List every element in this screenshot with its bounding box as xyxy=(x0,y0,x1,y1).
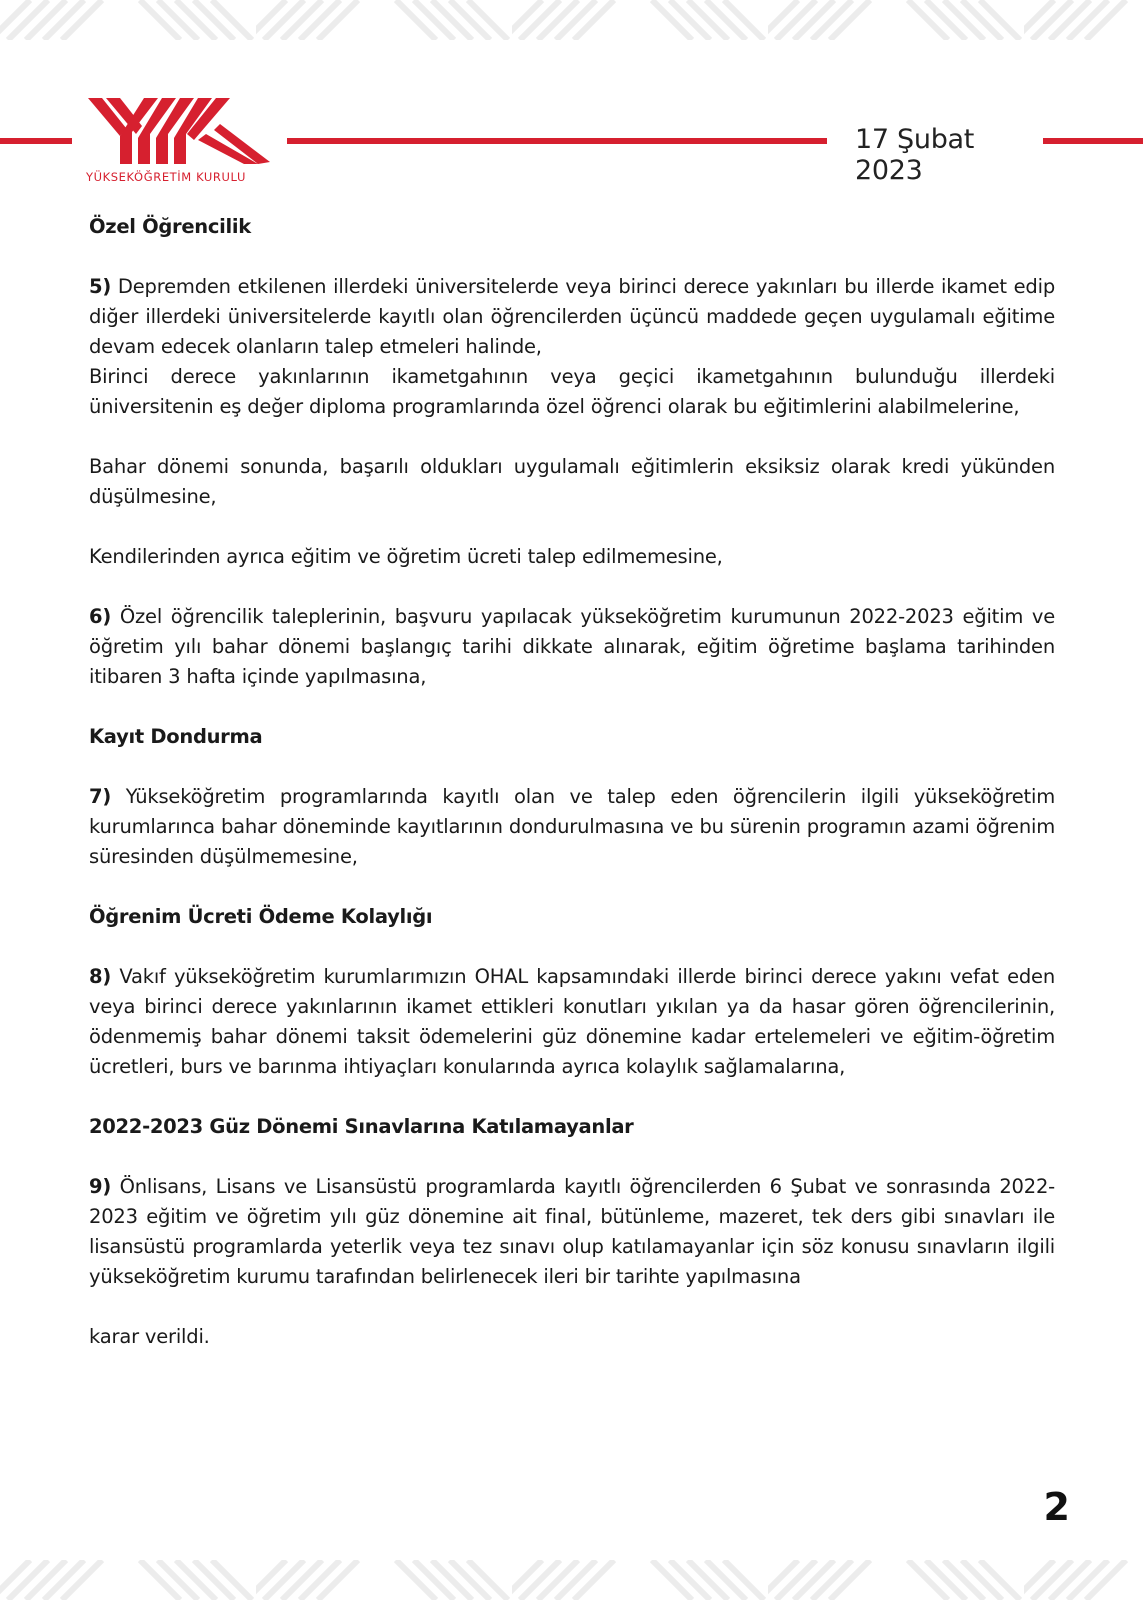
item-text: Depremden etkilenen illerdeki üniversitelerde veya birinci derece yakınları bu illerde ikamet edip diğer illerdeki üniversitelerde kayıtlı olan öğrencilerden üçüncü maddede geçen uygulamalı eğitime devam edecek olanların talep etmeleri halinde, xyxy=(89,275,1055,358)
item-6 xyxy=(89,602,1055,692)
paragraph: Birinci derece yakınlarının ikametgahının veya geçici ikametgahının bulunduğu illerdeki üniversitenin eş değer diploma programlarında özel öğrenci olarak bu eğitimlerini alabilmelerine, xyxy=(89,365,1055,418)
item-number: 6) xyxy=(89,605,112,628)
header-rule-left xyxy=(0,138,72,144)
closing-text: karar verildi. xyxy=(89,1325,210,1348)
item-number: 9) xyxy=(89,1175,112,1198)
top-pattern-band xyxy=(0,0,1143,40)
yok-logo xyxy=(86,96,271,186)
item-text: Yükseköğretim programlarında kayıtlı olan ve talep eden öğrencilerin ilgili yükseköğretim kurumlarınca bahar döneminde kayıtlarının dondurulmasına ve bu sürenin programın azami öğrenim süresinden düşülmemesine, xyxy=(89,785,1055,868)
item-number: 8) xyxy=(89,965,112,988)
item-text: Vakıf yükseköğretim kurumlarımızın OHAL kapsamındaki illerde birinci derece yakını vefat eden veya birinci derece yakınlarının ikamet ettikleri konutları yıkılan ya da hasar gören öğrencilerinin, ödenmemiş bahar dönemi taksit ödemelerini güz dönemine kadar ertelemeleri ve eğitim-öğretim ücretleri, burs ve barınma ihtiyaçları konularında ayrıca kolaylık sağlamalarına, xyxy=(89,965,1056,1078)
paragraph: Kendilerinden ayrıca eğitim ve öğretim ücreti talep edilmemesine, xyxy=(89,545,723,568)
item-7 xyxy=(89,782,1055,872)
section-title-ozel: Özel Öğrencilik xyxy=(89,215,251,238)
item-5 xyxy=(89,272,1055,362)
item-number: 5) xyxy=(89,275,112,298)
header-rule-right xyxy=(1043,138,1143,144)
header-rule-middle xyxy=(287,138,827,144)
chevron-pattern-icon xyxy=(0,0,1143,40)
document-date: 17 Şubat 2023 xyxy=(855,124,975,186)
section-title-ucret: Öğrenim Ücreti Ödeme Kolaylığı xyxy=(89,905,433,928)
item-number: 7) xyxy=(89,785,112,808)
bottom-pattern-band xyxy=(0,1560,1143,1600)
page-number: 2 xyxy=(1043,1485,1070,1529)
yok-logo-icon xyxy=(86,96,271,168)
paragraph: Bahar dönemi sonunda, başarılı oldukları uygulamalı eğitimlerin eksiksiz olarak kredi yükünden düşülmesine, xyxy=(89,455,1055,508)
item-8 xyxy=(89,962,1055,1082)
section-title-sinav: 2022-2023 Güz Dönemi Sınavlarına Katılamayanlar xyxy=(89,1115,634,1138)
item-9 xyxy=(89,1172,1055,1292)
item-text: Önlisans, Lisans ve Lisansüstü programlarda kayıtlı öğrencilerden 6 Şubat ve sonrasında 2022-2023 eğitim ve öğretim yılı güz dönemine ait final, bütünleme, mazeret, tek ders gibi sınavları ile lisansüstü programlarda yeterlik veya tez sınavı olup katılamayanlar için söz konusu sınavların ilgili yükseköğretim kurumu tarafından belirlenecek ileri bir tarihte yapılmasına xyxy=(89,1175,1056,1288)
chevron-pattern-icon xyxy=(0,1560,1143,1600)
section-title-kayit: Kayıt Dondurma xyxy=(89,725,263,748)
logo-wordmark: YÜKSEKÖĞRETİM KURULU xyxy=(86,170,246,184)
document-body xyxy=(89,212,1055,1352)
item-text: Özel öğrencilik taleplerinin, başvuru yapılacak yükseköğretim kurumunun 2022-2023 eğitim ve öğretim yılı bahar dönemi başlangıç tarihi dikkate alınarak, eğitim öğretime başlama tarihinden itibaren 3 hafta içinde yapılmasına, xyxy=(89,605,1055,688)
